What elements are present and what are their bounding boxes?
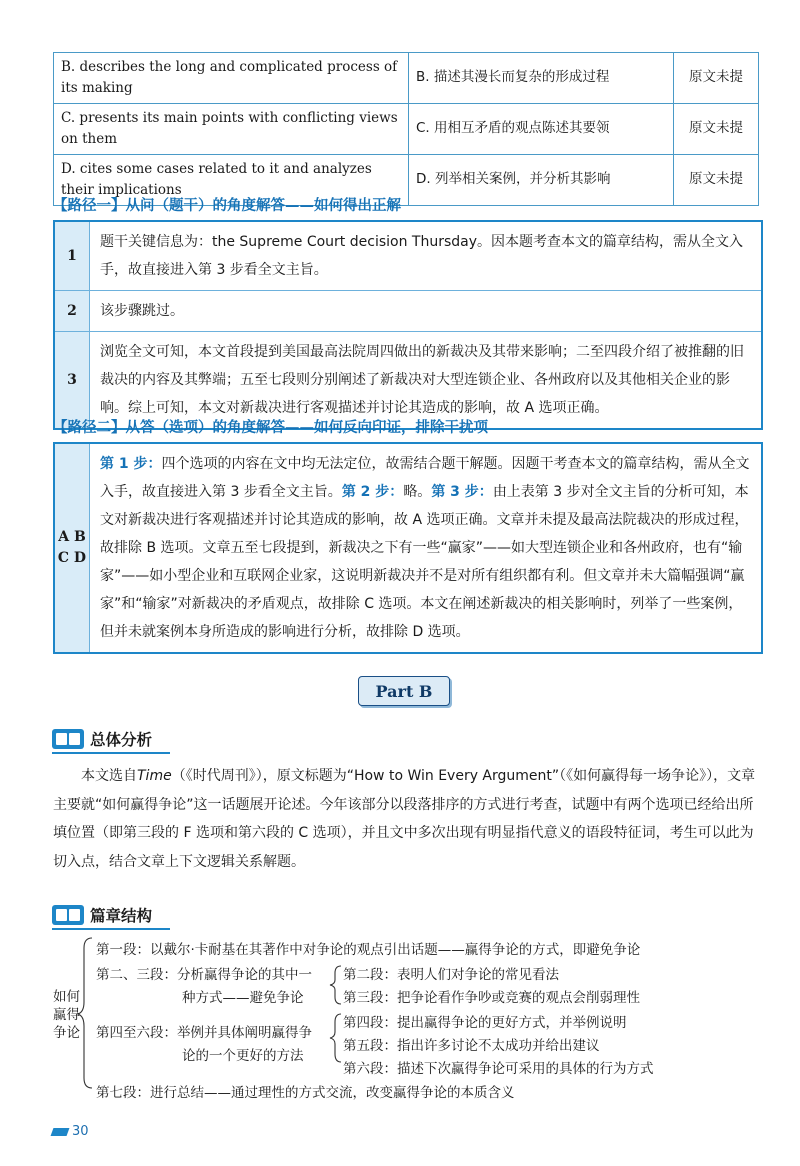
option-english: B. describes the long and complicated process of its making [54, 53, 409, 104]
overview-heading-text: 总体分析 [90, 731, 153, 749]
option-status: 原文未提 [674, 53, 759, 104]
option-chinese: D. 列举相关案例，并分析其影响 [409, 154, 674, 205]
path2-title: 【路径二】从答（选项）的角度解答——如何反向印证，排除干扰项 [53, 420, 488, 436]
option-status: 原文未提 [674, 154, 759, 205]
step3-label: 第 3 步： [431, 484, 493, 500]
page-marker-icon [51, 1128, 70, 1136]
structure-group2-sub2: 第五段：指出许多讨论不太成功并给出建议 [343, 1038, 600, 1054]
structure-group2-sub1: 第四段：提出赢得争论的更好方式，并举例说明 [343, 1015, 627, 1031]
overview-text-post: （《时代周刊》），原文标题为“How to Win Every Argument”（《如何赢得每一场争论》），文章主要就“如何赢得争论”这一话题展开论述。今年该部分以段落排序的方式进行考查，试题中有两个选项已经给出所填位置（即第三段的 F 选项和第六段的 C 选项），并且文中多次出现有明显指代意义的语段特征词，考生可以此为切入点，结合文章上下文逻辑关系解题。 [53, 768, 756, 871]
structure-group2-line2: 论的一个更好的方法 [182, 1048, 304, 1064]
path1-title: 【路径一】从问（题干）的角度解答——如何得出正解 [53, 198, 401, 214]
option-chinese: C. 用相互矛盾的观点陈述其要领 [409, 103, 674, 154]
step1-label: 第 1 步： [100, 456, 162, 472]
structure-group1-line2: 种方式——避免争论 [182, 990, 304, 1006]
step2-text: 略。 [403, 484, 432, 500]
structure-para1: 第一段：以戴尔·卡耐基在其著作中对争论的观点引出话题——赢得争论的方式，即避免争论 [96, 942, 641, 958]
option-status: 原文未提 [674, 103, 759, 154]
structure-group2-line1: 第四至六段：举例并具体阐明赢得争 [96, 1025, 312, 1041]
step1-text: 四个选项的内容在文中均无法定位，故需结合题干解题。因题干考查本文的篇章结构，需从全文入手，故直接进入第 3 步看全文主旨。 [100, 456, 750, 500]
step-number: 2 [55, 291, 90, 331]
structure-group1-sub1: 第二段：表明人们对争论的常见看法 [343, 967, 559, 983]
step-text: 该步骤跳过。 [100, 303, 184, 319]
structure-group1-line1: 第二、三段：分析赢得争论的其中一 [96, 967, 312, 983]
structure-group2-sub3: 第六段：描述下次赢得争论可采用的具体的行为方式 [343, 1061, 654, 1077]
part-b-badge: Part B [358, 676, 450, 706]
option-label-line2: C D [57, 550, 87, 566]
option-english: D. cites some cases related to it and analyzes their implications [54, 154, 409, 205]
option-chinese: B. 描述其漫长而复杂的形成过程 [409, 53, 674, 104]
structure-root [53, 988, 80, 1043]
step-text: 题干关键信息为：the Supreme Court decision Thursday。因本题考查本文的篇章结构，需从全文入手，故直接进入第 3 步看全文主旨。 [100, 234, 744, 278]
page-footer [52, 1124, 89, 1139]
option-label-line1: A B [58, 529, 86, 545]
overview-source-title: Time [137, 768, 172, 784]
structure-heading-text: 篇章结构 [90, 907, 153, 925]
structure-root-line1: 如何 [53, 989, 80, 1005]
step-number: 1 [55, 222, 90, 290]
step-number: 3 [55, 332, 90, 428]
page-number: 30 [72, 1124, 89, 1139]
step3-text: 由上表第 3 步对全文主旨的分析可知，本文对新裁决进行客观描述并讨论其造成的影响，故 A 选项正确。文章并未提及最高法院裁决的形成过程，故排除 B 选项。文章五至七段提到，新裁决之下有一些“赢家”——如大型连锁企业和各州政府，也有“输家”——如小型企业和互联网企业家，这说明新裁决并不是对所有组织都有利。但文章并未大篇幅强调“赢家”和“输家”对新裁决的矛盾观点，故排除 C 选项。本文在阐述新裁决的相关影响时，列举了一些案例，但并未就案例本身所造成的影响进行分析，故排除 D 选项。 [100, 484, 749, 640]
option-english: C. presents its main points with conflicting views on them [54, 103, 409, 154]
overview-text-pre: 本文选自 [81, 768, 137, 784]
structure-group1-sub2: 第三段：把争论看作争吵或竞赛的观点会削弱理性 [343, 990, 640, 1006]
step-text: 浏览全文可知，本文首段提到美国最高法院周四做出的新裁决及其带来影响；二至四段介绍了被推翻的旧裁决的内容及其弊端；五至七段则分别阐述了新裁决对大型连锁企业、各州政府以及其他相关企业的影响。综上可知，本文对新裁决进行客观描述并讨论其造成的影响，故 A 选项正确。 [100, 344, 744, 416]
structure-root-line2: 赢得 [53, 1007, 80, 1024]
step2-label: 第 2 步： [341, 484, 404, 500]
structure-root-line3: 争论 [53, 1025, 80, 1042]
structure-para7: 第七段：进行总结——通过理性的方式交流，改变赢得争论的本质含义 [96, 1085, 515, 1101]
